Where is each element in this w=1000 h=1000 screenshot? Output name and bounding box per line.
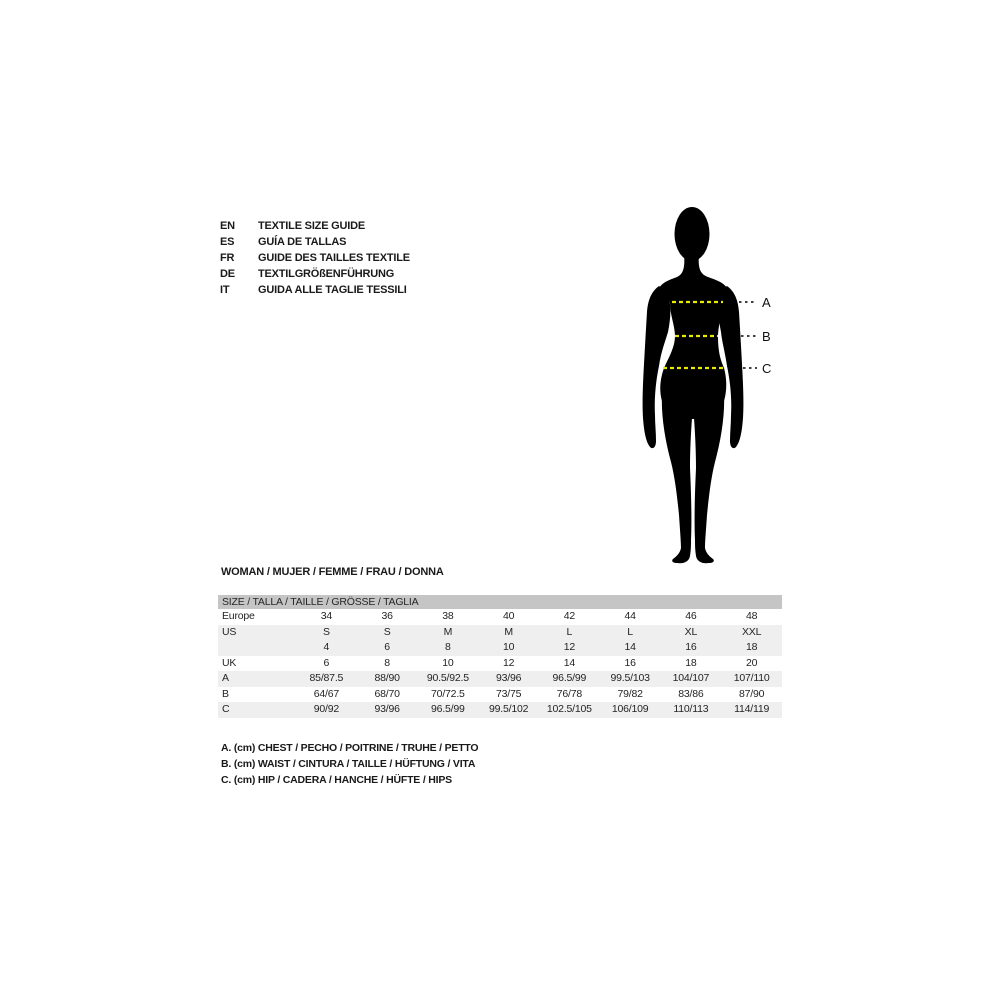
size-cell: 110/113 bbox=[673, 703, 709, 715]
legend-line: C. (cm) HIP / CADERA / HANCHE / HÜFTE / HIPS bbox=[221, 774, 452, 786]
size-cell: 10 bbox=[502, 641, 515, 653]
size-cell: 12 bbox=[502, 656, 515, 669]
size-cell: L bbox=[566, 625, 573, 638]
size-cell: 48 bbox=[745, 610, 758, 622]
size-cell: 73/75 bbox=[495, 687, 522, 700]
size-cell: 20 bbox=[745, 656, 758, 669]
size-cell: L bbox=[627, 625, 633, 638]
size-cell: 96.5/99 bbox=[552, 672, 587, 684]
language-label: GUIDE DES TAILLES TEXTILE bbox=[258, 252, 410, 264]
size-cell: 87/90 bbox=[738, 687, 765, 700]
size-cell: 99.5/103 bbox=[610, 672, 650, 684]
size-cell: M bbox=[443, 625, 453, 638]
size-cell: 6 bbox=[384, 641, 390, 653]
size-cell: 114/119 bbox=[734, 703, 770, 715]
size-cell: 93/96 bbox=[374, 703, 400, 715]
silhouette-shapes bbox=[643, 207, 744, 563]
row-label: B bbox=[222, 687, 229, 700]
size-table-body bbox=[218, 609, 782, 718]
marker-label-b: B bbox=[762, 329, 771, 344]
size-cell: 14 bbox=[624, 641, 636, 653]
row-label: C bbox=[222, 703, 230, 715]
table-row bbox=[218, 640, 782, 656]
size-cell: S bbox=[383, 625, 391, 638]
size-cell: 102.5/105 bbox=[546, 703, 592, 715]
row-label: UK bbox=[222, 656, 237, 669]
size-cell: 96.5/99 bbox=[431, 703, 465, 715]
size-cell: 68/70 bbox=[374, 687, 400, 700]
table-row bbox=[218, 609, 782, 625]
size-cell: 70/72.5 bbox=[431, 687, 465, 700]
size-cell: 42 bbox=[563, 610, 576, 622]
language-row bbox=[220, 250, 410, 266]
figure-wrap bbox=[635, 200, 805, 575]
row-label: US bbox=[222, 625, 237, 638]
size-cell: 18 bbox=[685, 656, 697, 669]
size-cell: 18 bbox=[745, 641, 758, 653]
table-row bbox=[218, 671, 782, 687]
size-cell: 85/87.5 bbox=[309, 672, 344, 684]
marker-label-a: A bbox=[762, 295, 771, 310]
language-label: GUIDA ALLE TAGLIE TESSILI bbox=[258, 284, 407, 296]
size-cell: 40 bbox=[502, 610, 515, 622]
language-row bbox=[220, 234, 410, 250]
table-row bbox=[218, 687, 782, 703]
size-cell: 99.5/102 bbox=[488, 703, 529, 715]
silhouette-right-leg bbox=[694, 395, 724, 563]
table-title: WOMAN / MUJER / FEMME / FRAU / DONNA bbox=[221, 566, 444, 578]
legend-line: A. (cm) CHEST / PECHO / POITRINE / TRUHE / PETTO bbox=[221, 742, 479, 754]
size-cell: 10 bbox=[442, 656, 454, 669]
language-code: FR bbox=[220, 252, 235, 264]
size-cell: 76/78 bbox=[556, 687, 583, 700]
size-cell: 14 bbox=[563, 656, 576, 669]
table-row bbox=[218, 625, 782, 641]
language-row bbox=[220, 282, 410, 298]
size-cell: 104/107 bbox=[672, 672, 710, 684]
size-cell: 106/109 bbox=[611, 703, 649, 715]
size-cell: 36 bbox=[381, 610, 393, 622]
size-cell: 64/67 bbox=[313, 687, 340, 700]
size-cell: M bbox=[504, 625, 513, 638]
language-code: DE bbox=[220, 268, 235, 280]
size-cell: 4 bbox=[323, 641, 330, 653]
size-cell: 93/96 bbox=[495, 672, 522, 684]
language-row bbox=[220, 266, 410, 282]
size-cell: 83/86 bbox=[678, 687, 704, 700]
size-cell: 44 bbox=[624, 610, 636, 622]
silhouette-head bbox=[675, 207, 710, 261]
row-label: Europe bbox=[222, 610, 255, 622]
size-cell: 6 bbox=[323, 656, 330, 669]
measurement-legend bbox=[221, 740, 478, 788]
size-cell: 88/90 bbox=[374, 672, 400, 684]
legend-line: B. (cm) WAIST / CINTURA / TAILLE / HÜFTUNG / VITA bbox=[221, 758, 476, 770]
size-cell: 38 bbox=[442, 610, 454, 622]
table-row bbox=[218, 702, 782, 718]
size-cell: 16 bbox=[624, 656, 636, 669]
language-label: TEXTILGRÖßENFÜHRUNG bbox=[258, 268, 395, 280]
language-code: IT bbox=[220, 284, 230, 296]
size-cell: 12 bbox=[563, 641, 576, 653]
table-row bbox=[218, 656, 782, 672]
size-cell: 16 bbox=[685, 641, 697, 653]
size-cell: 34 bbox=[320, 610, 333, 622]
size-cell: XXL bbox=[742, 625, 762, 638]
row-label: A bbox=[222, 672, 229, 684]
size-cell: 79/82 bbox=[617, 687, 643, 700]
silhouette-left-leg bbox=[662, 395, 692, 563]
size-cell: 8 bbox=[384, 656, 390, 669]
woman-silhouette bbox=[635, 200, 805, 575]
size-cell: XL bbox=[684, 625, 698, 638]
size-cell: 90.5/92.5 bbox=[426, 672, 469, 684]
marker-label-c: C bbox=[762, 361, 772, 376]
language-code: EN bbox=[220, 220, 235, 232]
size-cell: 107/110 bbox=[733, 672, 770, 684]
language-label: TEXTILE SIZE GUIDE bbox=[258, 220, 366, 232]
size-cell: 90/92 bbox=[313, 703, 340, 715]
size-table-header: SIZE / TALLA / TAILLE / GRÖSSE / TAGLIA bbox=[218, 595, 782, 609]
language-code: ES bbox=[220, 236, 235, 248]
size-cell: S bbox=[322, 625, 330, 638]
size-cell: 8 bbox=[445, 641, 451, 653]
size-table bbox=[218, 609, 782, 718]
language-list bbox=[220, 218, 410, 298]
language-row bbox=[220, 218, 410, 234]
size-cell: 46 bbox=[685, 610, 697, 622]
language-label: GUÍA DE TALLAS bbox=[258, 236, 347, 248]
row-label bbox=[218, 640, 296, 656]
